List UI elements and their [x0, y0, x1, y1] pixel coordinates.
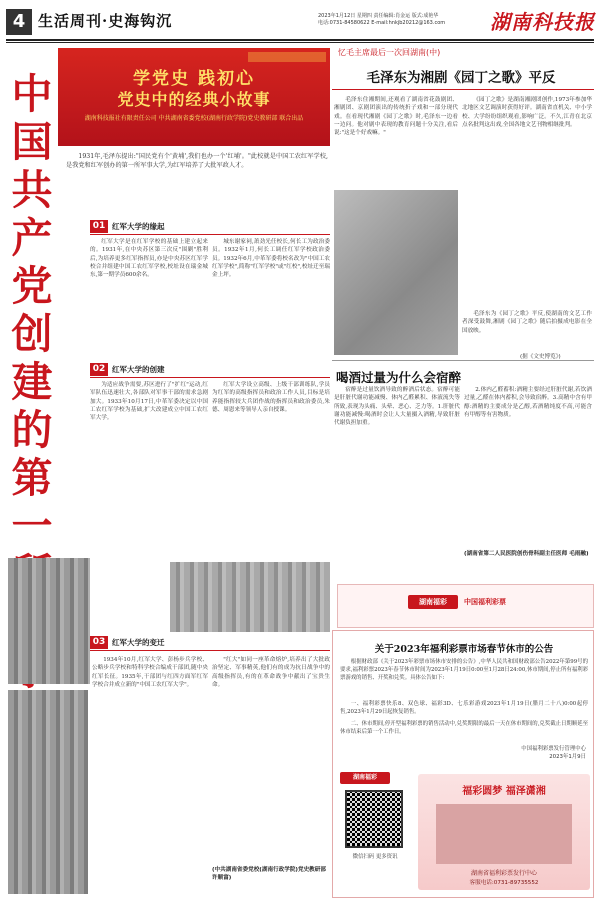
lottery-body: 根据财政部《关于2023年彩票市场休市安排的公告》,中华人民共和国财政部公告2022年第99号的要求,福利彩票2023年春节休市时间为2023年1月19日0:00至1月28日24:00,休市期间,停止所有福利彩票游戏的销售、开奖和兑奖。具体公告如下:	[340, 659, 588, 681]
header-rule	[6, 39, 594, 41]
promo-title: 福彩圆梦 福泽潇湘	[462, 786, 546, 797]
masthead-logo: 湖南科技报	[490, 10, 595, 34]
header-rule	[6, 42, 594, 43]
promo-phone: 客服电话:0731-89735552	[469, 880, 539, 886]
section-02-col1: 为适应战争需要,苏区进行了"扩红"运动,红军队伍迅速壮大,各部队对军事干部的需求急剧加大。1933年10月17日,中革军委决定以中国工农红军学校为基础,扩大改建成立中国工农红军大学。	[90, 382, 208, 422]
banner-line1: 学党史 践初心	[133, 69, 255, 89]
article1-credit: (据《文史博览》)	[520, 354, 561, 360]
lottery-signoff	[460, 745, 586, 761]
banner	[58, 48, 330, 146]
banner-line3: 湖南科技报社有限责任公司 中共湖南省委党校(湖南行政学院)党史教研部 联合出品	[84, 115, 304, 122]
section-label: 红军大学的变迁	[112, 638, 165, 647]
banner-line2: 党史中的经典小故事	[117, 90, 271, 109]
header-meta-line2: 电话:0731-84580622 E-mail:hnkjb20212@163.com	[318, 20, 446, 26]
section-number: 03	[90, 636, 108, 649]
section-03-col1: 1934年10月,红军大学、彭杨步兵学校、公略步兵学校和特科学校合编成干部团,随中央红军长征。1935年,干部团与红四方面军红军学校合并成立新的"中国工农红军大学"。	[92, 657, 208, 688]
promo-card	[418, 774, 590, 890]
page-number: 4	[6, 9, 32, 35]
article1-rule	[332, 89, 594, 90]
historical-photo-1	[8, 558, 90, 684]
section-01-col2: 城东谢家祠,萧劲光任校长,何长工为政治委员。1932年1月,何长工调任红军学校政治委员。1932年6月,中革军委将校名改为"中国工农红军学校",简称"红军学校"或"红校",校址迁至瑞金上坪。	[212, 239, 330, 279]
lottery-signoff-org: 中国福利彩票发行管理中心	[521, 746, 586, 752]
lottery-brand: 中国福利彩票	[464, 598, 506, 606]
article1-col2-text-end: 毛泽东为《园丁之歌》平反,使湖南的文艺工作者深受鼓舞,湘剧《园丁之歌》随后拍摄成电影在全国放映。	[462, 311, 592, 334]
qr-code[interactable]	[345, 790, 403, 848]
article1-col2-text: 《园丁之歌》是湖南湘剧团创作,1973年参加华北地区文艺调演时获得好评。湖南省直机关、中小学校、大学纷纷组织观看,影响广泛。不久,江青在北京点名批判这出戏,全国各地文艺刊物相继批判。	[462, 97, 592, 128]
historical-photo-2	[170, 562, 330, 632]
promo-org: 湖南省福利彩票发行中心	[470, 870, 537, 877]
section-title: 生活周刊·史海钩沉	[38, 12, 173, 30]
section-rule	[90, 650, 330, 651]
section-01-col1: 红军大学是在红军学校的基础上建立起来的。1931年,在中央苏区第三次反"围剿"胜利后,为培养更多红军指挥员,亦是中央苏区红军学校合并组建中国工农红军学校,校址设在瑞金城东,第一期学员600余名。	[90, 239, 208, 279]
lottery-header-box	[337, 584, 594, 628]
section-02-col2: 红军大学设立高级、上级干部训练队,学员为红军的高级指挥员和政治工作人员,目标是培养能指挥较大兵团作战的指挥员和政治委员,朱德、周恩来等领导人亲自授课。	[212, 382, 330, 413]
lottery-logo-small: 湖南福彩	[340, 772, 390, 784]
article1-col1-text: 毛泽东住湘期间,还观看了湖南省花鼓剧团、湘剧团、京剧团演出的传统折子戏和一部分现代戏。在看现代湘剧《园丁之歌》时,毛泽东一边看一边问。他对剧中表现的教育问题十分关注,看后说:"这是个好戏嘛。"	[334, 97, 458, 137]
section-label: 红军大学的创建	[112, 365, 165, 374]
lottery-title: 关于2023年福利彩票市场春节休市的公告	[374, 644, 554, 655]
section-number: 02	[90, 363, 108, 376]
section-01-header	[90, 220, 330, 233]
section-02-header	[90, 363, 330, 376]
section-rule	[90, 234, 330, 235]
left-credit: (中共湖南省委党校(湖南行政学院)党史教研部 许顺富)	[212, 867, 326, 881]
article2-credit: (湖南省第二人民医院创伤骨科副主任医师 毛雨融)	[464, 551, 589, 557]
section-03-col2: "红大"如同一座革命熔炉,培养出了大批政治坚定、军事精英,他们有的成为抗日战争中的高级指挥员,有的在革命战争中献出了宝贵生命。	[212, 657, 330, 688]
article2-col2-text: 2.体内乙醛蓄积:酒精主要经过肝脏代谢,若饮酒过量,乙醛在体内蓄积,会导致宿醉。3.高精中含有甲醇:酒精的主要成分是乙醇,若酒精纯度不高,可能含有甲醇等有害物质。	[464, 387, 592, 418]
article2-col1-text: 宿醉是过量饮酒导致的醉酒后状态。宿醉可能是肝脏代谢功能减慢、体内乙醛累积、体液流失等所致,表现为头痛、头晕、恶心、乏力等。1.肝脏代谢功能减慢:喝酒时会让人大量摄入酒精,导致肝脏代谢负担加重。	[334, 387, 460, 427]
section-03-header	[90, 636, 330, 649]
article1-title: 毛泽东为湘剧《园丁之歌》平反	[366, 70, 556, 86]
lottery-signoff-date: 2023年1月9日	[549, 754, 586, 760]
qr-caption: 微信扫码 更多资讯	[352, 854, 398, 860]
divider	[332, 360, 594, 361]
section-label: 红军大学的缘起	[112, 222, 165, 231]
lottery-item-2: 二、休市期间,停开型福利彩票的销售活动中,兑奖期限的最后一天在休市期间的,兑奖截止日期顺延至休市结束后第一个工作日。	[340, 721, 588, 735]
header-meta	[318, 13, 483, 27]
main-vertical-title: 中国共产党创建的第一	[11, 70, 53, 550]
lottery-item-1: 一、福利彩票快乐8、双色球、福彩3D、七乐彩游戏2023年1月19日(腊月二十八)0:00起停售,2023年1月29日起恢复销售。	[340, 701, 588, 715]
article1-photo	[334, 190, 458, 355]
historical-photo-3	[8, 690, 88, 894]
header-meta-line1: 2023年1月12日 星期四 责任编辑:肖金运 版式:成艳华	[318, 13, 439, 19]
lottery-logo: 湖南福彩	[408, 595, 458, 609]
section-number: 01	[90, 220, 108, 233]
article2-title: 喝酒过量为什么会宿醉	[336, 370, 462, 385]
promo-image	[436, 804, 572, 864]
section-rule	[90, 377, 330, 378]
intro-text: 1931年,毛泽东提出:"国民党有个'黄埔',我们也办一个'红埔'。"此校就是中国工农红军学校,是我党和红军创办的第一所军事大学,为红军培养了大批军政人才。	[66, 153, 328, 170]
article1-kicker: 忆毛主席最后一次回湖南(中)	[338, 48, 441, 57]
